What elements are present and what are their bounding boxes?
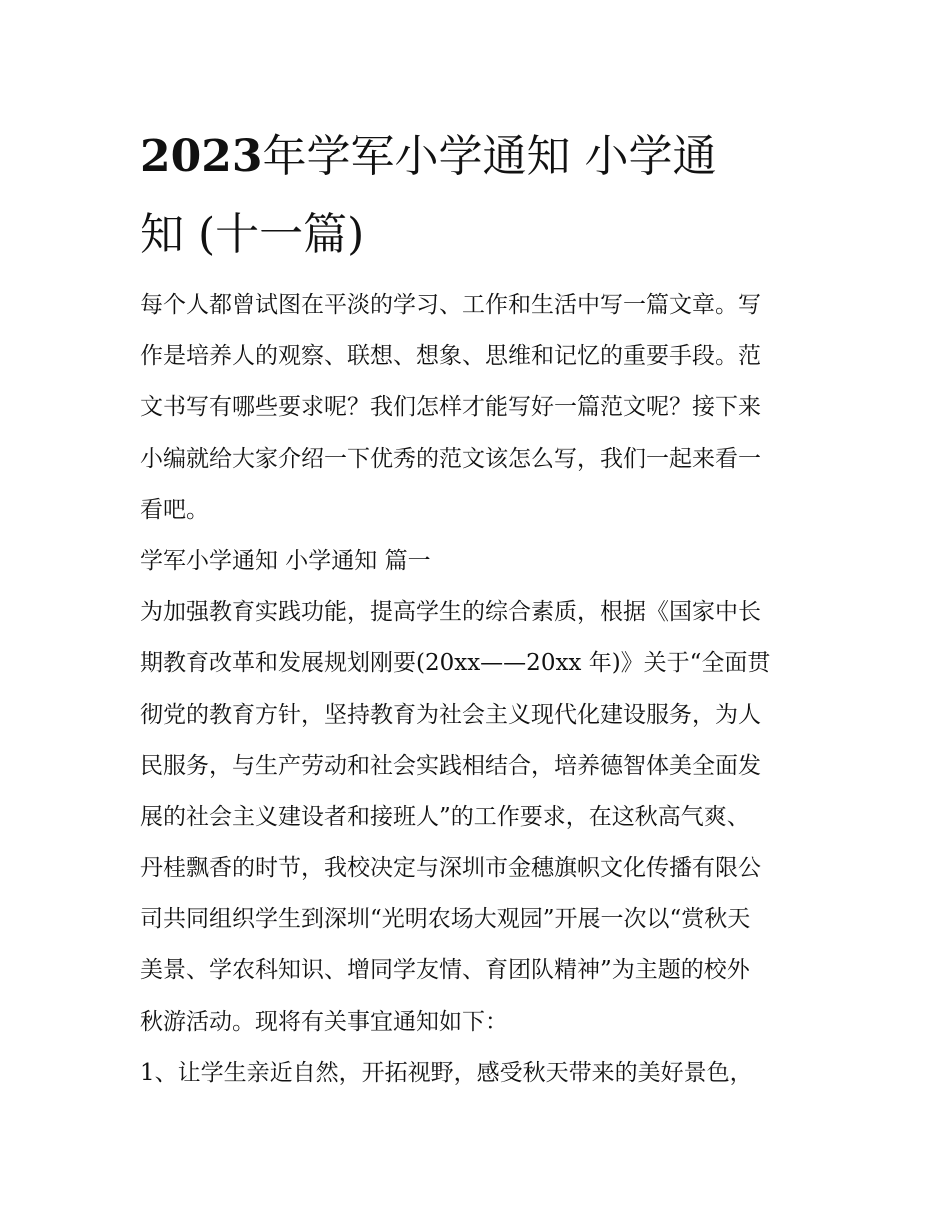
text-line: 美景、学农科知识、增同学友情、育团队精神”为主题的校外 (140, 957, 750, 984)
title-line-1 (140, 118, 820, 196)
text-line: 作是培养人的观察、联想、想象、思维和记忆的重要手段。范 (140, 343, 761, 370)
text-line: 司共同组织学生到深圳“光明农场大观园”开展一次以“赏秋天 (140, 906, 751, 933)
text-line: 为加强教育实践功能，提高学生的综合素质，根据《国家中长 (140, 599, 761, 626)
text-line: 丹桂飘香的时节，我校决定与深圳市金穗旗帜文化传播有限公 (140, 855, 761, 882)
title-year: 2023 (140, 131, 263, 182)
text-line: 每个人都曾试图在平淡的学习、工作和生活中写一篇文章。写 (140, 292, 761, 318)
list-item: 1、让学生亲近自然，开拓视野，感受秋天带来的美好景色， (140, 1059, 753, 1086)
text-line: 民服务，与生产劳动和社会实践相结合，培养德智体美全面发 (140, 752, 761, 779)
text-line: 彻党的教育方针，坚持教育为社会主义现代化建设服务，为人 (140, 701, 761, 728)
title-line-2: 知 (十一篇) (140, 209, 365, 260)
document-body (140, 280, 820, 1099)
title-line-1-text: 年学军小学通知 小学通 (262, 131, 717, 182)
document-title (140, 118, 820, 274)
text-line: 文书写有哪些要求呢？我们怎样才能写好一篇范文呢？接下来 (140, 394, 761, 421)
text-line: 秋游活动。现将有关事宜通知如下： (140, 1008, 508, 1035)
section-heading: 学军小学通知 小学通知 篇一 (140, 547, 431, 574)
text-line: 展的社会主义建设者和接班人”的工作要求，在这秋高气爽、 (140, 803, 750, 830)
text-line: 看吧。 (140, 496, 209, 523)
text-line: 期教育改革和发展规划刚要(20xx——20xx 年)》关于“全面贯 (140, 650, 771, 677)
text-line: 小编就给大家介绍一下优秀的范文该怎么写，我们一起来看一 (140, 445, 761, 472)
